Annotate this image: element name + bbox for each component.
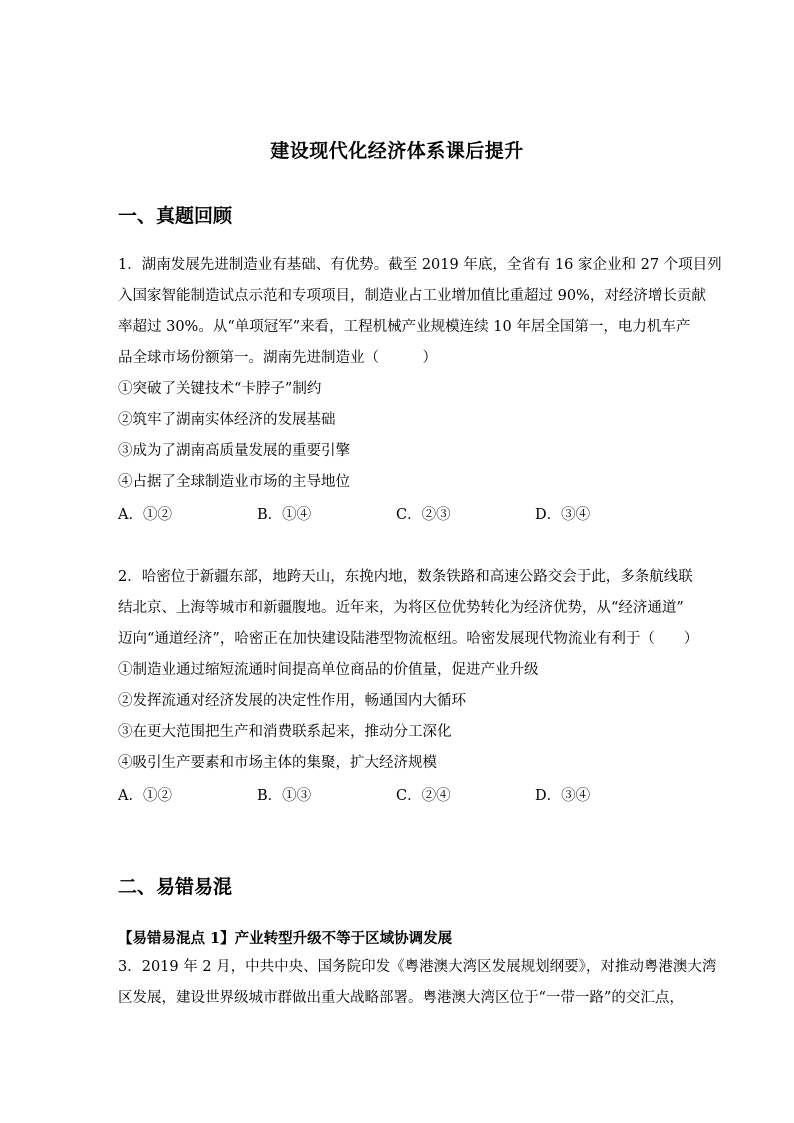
point1-heading: 【易错易混点 1】产业转型升级不等于区域协调发展 xyxy=(118,930,453,947)
q2-option-c[interactable]: C．②④ xyxy=(396,788,451,804)
document-title: 建设现代化经济体系课后提升 xyxy=(270,140,524,162)
q1-option-b[interactable]: B．①④ xyxy=(257,507,312,523)
q2-line-2: 结北京、上海等城市和新疆腹地。近年来，为将区位优势转化为经济优势，从“经济通道” xyxy=(118,600,684,616)
q2-option-a[interactable]: A．①② xyxy=(118,788,172,804)
q3-line-1: 3．2019 年 2 月，中共中央、国务院印发《粤港澳大湾区发展规划纲要》，对推动粤港澳大湾 xyxy=(118,959,717,975)
q1-line-1: 1．湖南发展先进制造业有基础、有优势。截至 2019 年底，全省有 16 家企业和 27 个项目列 xyxy=(118,257,722,273)
q2-option-b[interactable]: B．①③ xyxy=(257,788,312,804)
q1-option-d[interactable]: D．③④ xyxy=(535,507,591,523)
section1-heading: 一、真题回顾 xyxy=(118,205,233,227)
q2-line-3: 迈向“通道经济”，哈密正在加快建设陆港型物流枢纽。哈密发展现代物流业有利于（ ） xyxy=(118,631,699,647)
q1-option-c[interactable]: C．②③ xyxy=(396,507,451,523)
q2-item-2: ②发挥流通对经济发展的决定性作用，畅通国内大循环 xyxy=(118,693,466,709)
q2-item-4: ④吸引生产要素和市场主体的集聚，扩大经济规模 xyxy=(118,755,437,771)
q1-item-1: ①突破了关键技术“卡脖子”制约 xyxy=(118,381,322,397)
q2-item-3: ③在更大范围把生产和消费联系起来，推动分工深化 xyxy=(118,724,452,740)
q2-line-1: 2．哈密位于新疆东部，地跨天山，东挽内地，数条铁路和高速公路交会于此，多条航线联 xyxy=(118,569,693,585)
q1-item-3: ③成为了湖南高质量发展的重要引擎 xyxy=(118,443,350,459)
q2-item-1: ①制造业通过缩短流通时间提高单位商品的价值量，促进产业升级 xyxy=(118,662,539,678)
q1-option-a[interactable]: A．①② xyxy=(118,507,172,523)
q2-option-d[interactable]: D．③④ xyxy=(535,788,591,804)
q1-line-2: 入国家智能制造试点示范和专项项目，制造业占工业增加值比重超过 90%，对经济增长贡献 xyxy=(118,288,706,304)
q3-line-2: 区发展，建设世界级城市群做出重大战略部署。粤港澳大湾区位于“一带一路”的交汇点， xyxy=(118,990,684,1006)
q1-line-3: 率超过 30%。从“单项冠军”来看，工程机械产业规模连续 10 年居全国第一，电力机车产 xyxy=(118,319,691,335)
q1-item-2: ②筑牢了湖南实体经济的发展基础 xyxy=(118,412,336,428)
q1-item-4: ④占据了全球制造业市场的主导地位 xyxy=(118,474,350,490)
section2-heading: 二、易错易混 xyxy=(118,876,233,898)
q1-line-4: 品全球市场份额第一。湖南先进制造业（ ） xyxy=(118,350,437,366)
